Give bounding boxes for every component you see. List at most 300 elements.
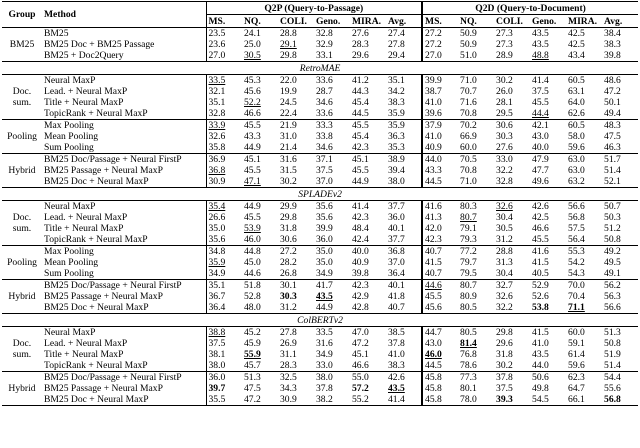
q2d-value-coli: 29.5 [496, 108, 513, 119]
q2p-value-ms: 36.8 [208, 165, 226, 176]
q2d-value-coli: 32.2 [496, 302, 513, 313]
table-cell [242, 372, 278, 384]
table-row [2, 75, 638, 87]
table-cell [530, 257, 566, 268]
table-cell [314, 39, 350, 50]
table-cell [494, 86, 530, 97]
table-cell [566, 108, 602, 120]
table-cell [530, 165, 566, 176]
table-cell [602, 257, 638, 268]
q2p-value-geno: 34.9 [316, 349, 333, 360]
q2d-value-mira: 43.4 [568, 50, 585, 61]
table-cell [530, 131, 566, 142]
table-cell [458, 268, 494, 280]
table-cell [458, 86, 494, 97]
table-cell [530, 201, 566, 213]
table-cell [242, 223, 278, 234]
table-cell [422, 176, 458, 188]
q2d-value-avg: 51.4 [604, 360, 621, 371]
table-cell [566, 246, 602, 258]
table-cell [602, 268, 638, 280]
table-cell [458, 246, 494, 258]
table-row [2, 349, 638, 360]
q2d-value-coli: 32.6 [496, 291, 513, 302]
table-cell [422, 257, 458, 268]
method-header: Method [42, 2, 206, 28]
q2d-value-avg: 54.4 [604, 372, 621, 383]
results-table [2, 1, 638, 406]
table-cell [422, 154, 458, 166]
q2p-value-nq: 25.0 [244, 39, 261, 50]
q2p-value-mira: 47.2 [352, 338, 369, 349]
q2d-value-mira: 63.2 [568, 176, 585, 187]
table-cell [206, 176, 242, 188]
table-cell [494, 327, 530, 339]
table-cell [242, 28, 278, 40]
table-cell [350, 302, 386, 314]
method-name: BM25 + Doc2Query [44, 50, 124, 61]
table-cell [602, 360, 638, 372]
q2d-value-avg: 56.8 [604, 394, 621, 405]
table-cell [566, 39, 602, 50]
q2d-value-ms: 46.0 [425, 349, 442, 360]
table-cell [422, 223, 458, 234]
table-cell [350, 360, 386, 372]
table-cell [566, 212, 602, 223]
table-cell [530, 50, 566, 62]
q2p-value-nq: 44.9 [244, 142, 261, 153]
q2p-value-nq: 48.0 [244, 302, 261, 313]
q2d-value-geno: 43.0 [532, 131, 549, 142]
table-row [2, 234, 638, 246]
table-cell [350, 28, 386, 40]
table-cell [350, 108, 386, 120]
table-cell [602, 28, 638, 40]
q2p-value-mira: 42.8 [352, 302, 369, 313]
q2p-value-nq: 44.8 [244, 246, 261, 257]
q2d-value-geno: 52.6 [532, 291, 549, 302]
q2d-value-coli: 26.0 [496, 86, 513, 97]
table-cell [494, 28, 530, 40]
q2d-value-mira: 60.5 [568, 75, 585, 86]
table-cell [314, 338, 350, 349]
q2p-value-mira: 44.5 [352, 108, 369, 119]
table-row [2, 246, 638, 258]
method-name: Neural MaxP [42, 201, 206, 213]
table-cell [350, 201, 386, 213]
q2d-value-geno: 44.0 [532, 360, 549, 371]
table-cell [278, 108, 314, 120]
q2p-value-coli: 28.2 [280, 257, 297, 268]
q2d-value-coli: 30.6 [496, 120, 513, 131]
table-cell [530, 360, 566, 372]
table-cell [242, 165, 278, 176]
table-cell [206, 223, 242, 234]
q2d-value-avg: 50.3 [604, 212, 621, 223]
q2d-value-geno: 47.7 [532, 165, 549, 176]
q2d-value-coli: 30.2 [496, 75, 513, 86]
q2p-value-mira: 41.4 [352, 201, 369, 212]
group-label: Doc. sum. [2, 327, 42, 372]
table-row [2, 165, 638, 176]
q2p-value-ms: 32.6 [208, 131, 226, 142]
table-cell [494, 360, 530, 372]
q2p-value-ms: 35.4 [208, 201, 226, 212]
q2p-value-geno: 33.6 [316, 108, 333, 119]
q2d-value-geno: 41.5 [532, 257, 549, 268]
table-cell [314, 212, 350, 223]
table-cell [422, 142, 458, 154]
table-cell [386, 349, 422, 360]
table-cell [350, 75, 386, 87]
q2d-col-mira: MIRA. [566, 15, 602, 28]
q2d-value-geno: 40.5 [532, 268, 549, 279]
q2d-value-avg: 55.6 [604, 383, 621, 394]
table-cell [350, 280, 386, 292]
q2d-value-geno: 47.9 [532, 154, 549, 165]
q2d-value-avg: 51.9 [604, 349, 621, 360]
table-cell [530, 212, 566, 223]
q2d-value-coli: 32.2 [496, 165, 513, 176]
table-cell [602, 176, 638, 188]
table-cell [566, 142, 602, 154]
q2d-value-geno: 43.5 [532, 39, 549, 50]
q2p-value-mira: 45.5 [352, 165, 369, 176]
q2d-value-avg: 51.4 [604, 165, 621, 176]
q2p-value-coli: 30.2 [280, 176, 297, 187]
q2p-value-mira: 40.0 [352, 246, 369, 257]
table-cell [494, 120, 530, 132]
q2p-value-geno: 39.9 [316, 223, 333, 234]
method-name: BM25 Doc + BM25 Passage [44, 39, 155, 50]
table-cell [494, 372, 530, 384]
q2d-value-coli: 28.1 [496, 97, 513, 108]
table-cell [602, 131, 638, 142]
q2d-value-nq: 70.2 [460, 120, 477, 131]
q2p-value-avg: 27.4 [388, 28, 405, 39]
q2d-value-geno: 48.8 [532, 50, 549, 61]
q2p-value-avg: 35.1 [388, 75, 405, 86]
table-cell [242, 75, 278, 87]
q2d-value-avg: 50.7 [604, 201, 621, 212]
q2d-value-ms: 45.8 [425, 394, 442, 405]
q2p-col-ms: MS. [206, 15, 242, 28]
table-row [2, 394, 638, 406]
table-cell [602, 165, 638, 176]
q2p-value-avg: 36.3 [388, 131, 405, 142]
table-cell [278, 302, 314, 314]
table-cell [386, 39, 422, 50]
q2d-header: Q2D (Query-to-Document) [422, 2, 638, 15]
table-cell [242, 120, 278, 132]
q2d-value-avg: 50.8 [604, 338, 621, 349]
table-cell [350, 50, 386, 62]
table-cell [314, 120, 350, 132]
table-cell [458, 165, 494, 176]
q2p-value-geno: 35.6 [316, 201, 333, 212]
table-cell [386, 201, 422, 213]
table-cell [494, 338, 530, 349]
table-cell [278, 50, 314, 62]
q2p-value-ms: 27.0 [208, 50, 226, 61]
q2p-value-geno: 34.6 [316, 97, 333, 108]
table-row [2, 302, 638, 314]
q2p-value-mira: 42.9 [352, 291, 369, 302]
table-cell [242, 360, 278, 372]
table-cell [530, 39, 566, 50]
table-cell [314, 360, 350, 372]
table-cell [386, 280, 422, 292]
table-cell [314, 349, 350, 360]
table-cell [242, 280, 278, 292]
table-cell [530, 97, 566, 108]
table-cell [566, 394, 602, 406]
q2d-value-mira: 59.6 [568, 142, 585, 153]
q2p-value-geno: 33.6 [316, 75, 333, 86]
q2d-value-nq: 50.9 [460, 28, 477, 39]
q2p-value-geno: 32.8 [316, 28, 333, 39]
q2p-value-geno: 35.6 [316, 212, 333, 223]
q2d-value-geno: 44.4 [532, 108, 549, 119]
table-row [2, 268, 638, 280]
q2p-value-mira: 45.5 [352, 120, 369, 131]
table-cell [242, 86, 278, 97]
q2d-value-nq: 77.2 [460, 246, 477, 257]
q2p-value-ms: 38.8 [208, 327, 226, 338]
q2d-value-coli: 32.7 [496, 280, 513, 291]
table-cell [242, 302, 278, 314]
q2d-value-nq: 66.9 [460, 131, 477, 142]
table-cell [206, 383, 242, 394]
table-cell [386, 50, 422, 62]
q2d-value-ms: 40.7 [425, 246, 442, 257]
table-cell [602, 86, 638, 97]
method-name: TopicRank + Neural MaxP [44, 360, 148, 371]
table-cell [530, 383, 566, 394]
table-cell [566, 176, 602, 188]
table-cell [530, 280, 566, 292]
q2d-value-avg: 50.8 [604, 234, 621, 245]
q2p-value-coli: 19.9 [280, 86, 297, 97]
q2p-value-coli: 22.0 [280, 75, 297, 86]
q2p-value-mira: 47.0 [352, 327, 369, 338]
table-cell [458, 176, 494, 188]
q2d-value-ms: 27.2 [425, 28, 442, 39]
q2p-value-ms: 26.6 [208, 212, 226, 223]
q2d-col-geno: Geno. [530, 15, 566, 28]
q2p-value-mira: 46.6 [352, 360, 369, 371]
table-row [2, 176, 638, 188]
table-row [2, 223, 638, 234]
q2d-value-nq: 80.7 [460, 280, 477, 291]
table-cell [314, 142, 350, 154]
q2d-value-nq: 79.3 [460, 234, 477, 245]
q2p-value-mira: 39.8 [352, 268, 369, 279]
table-cell [530, 349, 566, 360]
table-cell [350, 142, 386, 154]
q2p-value-nq: 45.6 [244, 86, 261, 97]
q2d-value-coli: 27.3 [496, 28, 513, 39]
table-cell [566, 97, 602, 108]
table-cell [566, 154, 602, 166]
q2p-value-avg: 39.4 [388, 165, 405, 176]
table-cell [530, 28, 566, 40]
q2p-value-nq: 45.7 [244, 360, 261, 371]
q2d-value-mira: 42.5 [568, 39, 585, 50]
table-cell [350, 338, 386, 349]
table-cell [386, 372, 422, 384]
table-cell [314, 327, 350, 339]
q2p-value-ms: 35.9 [208, 257, 226, 268]
table-cell [350, 372, 386, 384]
q2d-value-geno: 50.6 [532, 372, 549, 383]
q2d-value-nq: 80.9 [460, 291, 477, 302]
table-cell [278, 142, 314, 154]
q2p-value-coli: 21.9 [280, 120, 297, 131]
q2p-value-avg: 38.9 [388, 154, 405, 165]
table-cell [314, 176, 350, 188]
q2p-value-nq: 45.5 [244, 212, 261, 223]
table-cell [314, 28, 350, 40]
q2d-value-ms: 45.6 [425, 302, 442, 313]
table-row [2, 372, 638, 384]
q2p-value-ms: 23.5 [208, 28, 226, 39]
table-cell [206, 97, 242, 108]
q2p-value-geno: 33.3 [316, 120, 333, 131]
table-cell [458, 39, 494, 50]
q2d-value-avg: 51.2 [604, 223, 621, 234]
q2d-value-mira: 66.1 [568, 394, 585, 405]
table-cell [494, 108, 530, 120]
q2p-value-coli: 24.5 [280, 97, 297, 108]
table-cell [602, 212, 638, 223]
table-cell [458, 327, 494, 339]
q2p-value-geno: 32.9 [316, 39, 333, 50]
q2d-value-nq: 60.0 [460, 142, 477, 153]
table-cell [278, 212, 314, 223]
table-cell [422, 268, 458, 280]
q2p-value-nq: 55.9 [244, 349, 261, 360]
q2d-value-ms: 37.9 [425, 120, 442, 131]
table-cell [422, 131, 458, 142]
q2d-value-mira: 63.0 [568, 165, 585, 176]
table-cell [278, 246, 314, 258]
table-cell [458, 394, 494, 406]
q2p-value-nq: 52.2 [244, 97, 261, 108]
q2p-value-mira: 44.3 [352, 86, 369, 97]
method-name: Lead. + Neural MaxP [44, 338, 128, 349]
q2p-value-mira: 29.6 [352, 50, 369, 61]
table-cell [386, 234, 422, 246]
table-cell [278, 154, 314, 166]
q2d-value-geno: 45.5 [532, 97, 549, 108]
q2d-value-ms: 45.5 [425, 291, 442, 302]
table-cell [314, 201, 350, 213]
table-cell [386, 86, 422, 97]
table-cell [386, 360, 422, 372]
q2p-value-nq: 53.9 [244, 223, 261, 234]
table-cell [530, 142, 566, 154]
table-cell [386, 97, 422, 108]
q2p-value-avg: 37.0 [388, 257, 405, 268]
q2p-value-avg: 38.3 [388, 97, 405, 108]
table-cell [422, 383, 458, 394]
table-cell [386, 223, 422, 234]
table-cell [494, 97, 530, 108]
q2d-value-geno: 49.6 [532, 176, 549, 187]
q2d-value-mira: 54.3 [568, 268, 585, 279]
table-cell [278, 327, 314, 339]
table-cell [494, 302, 530, 314]
table-cell [494, 246, 530, 258]
table-cell [206, 108, 242, 120]
table-cell [278, 201, 314, 213]
q2d-value-avg: 49.1 [604, 268, 621, 279]
table-row [2, 201, 638, 213]
q2p-value-coli: 29.9 [280, 201, 297, 212]
q2d-value-mira: 60.5 [568, 120, 585, 131]
section-title: SPLADEv2 [2, 188, 638, 201]
table-cell [494, 50, 530, 62]
q2p-value-ms: 30.9 [208, 176, 226, 187]
table-cell [566, 349, 602, 360]
q2d-value-coli: 33.0 [496, 154, 513, 165]
table-cell [602, 39, 638, 50]
q2d-value-coli: 28.8 [496, 246, 513, 257]
q2p-value-coli: 26.8 [280, 268, 297, 279]
q2p-value-coli: 27.8 [280, 327, 297, 338]
table-cell [242, 201, 278, 213]
table-cell [242, 142, 278, 154]
q2d-value-mira: 58.0 [568, 131, 585, 142]
table-cell [422, 394, 458, 406]
q2d-value-mira: 70.0 [568, 280, 585, 291]
q2d-value-geno: 42.1 [532, 120, 549, 131]
table-cell [386, 176, 422, 188]
table-cell [458, 223, 494, 234]
q2d-value-nq: 76.8 [460, 349, 477, 360]
q2p-value-coli: 28.8 [280, 28, 297, 39]
q2d-value-geno: 42.5 [532, 212, 549, 223]
table-cell [566, 280, 602, 292]
method-name: BM25 Passage + Neural MaxP [44, 165, 163, 176]
table-cell [206, 327, 242, 339]
q2p-value-coli: 30.1 [280, 280, 297, 291]
q2d-value-nq: 71.0 [460, 75, 477, 86]
table-cell [566, 28, 602, 40]
table-cell [314, 372, 350, 384]
q2d-value-nq: 70.8 [460, 165, 477, 176]
q2d-value-avg: 56.6 [604, 302, 621, 313]
table-cell [314, 394, 350, 406]
q2p-value-nq: 52.8 [244, 291, 261, 302]
table-cell [566, 75, 602, 87]
q2p-value-ms: 33.5 [208, 75, 226, 86]
table-cell [206, 372, 242, 384]
table-cell [386, 291, 422, 302]
q2d-value-geno: 52.9 [532, 280, 549, 291]
table-cell [458, 50, 494, 62]
table-cell [314, 86, 350, 97]
q2p-value-coli: 31.5 [280, 165, 297, 176]
table-cell [350, 268, 386, 280]
q2d-value-nq: 78.0 [460, 394, 477, 405]
table-cell [350, 120, 386, 132]
q2d-value-coli: 37.8 [496, 372, 513, 383]
q2p-value-nq: 47.2 [244, 394, 261, 405]
q2p-value-coli: 29.8 [280, 212, 297, 223]
table-cell [314, 291, 350, 302]
